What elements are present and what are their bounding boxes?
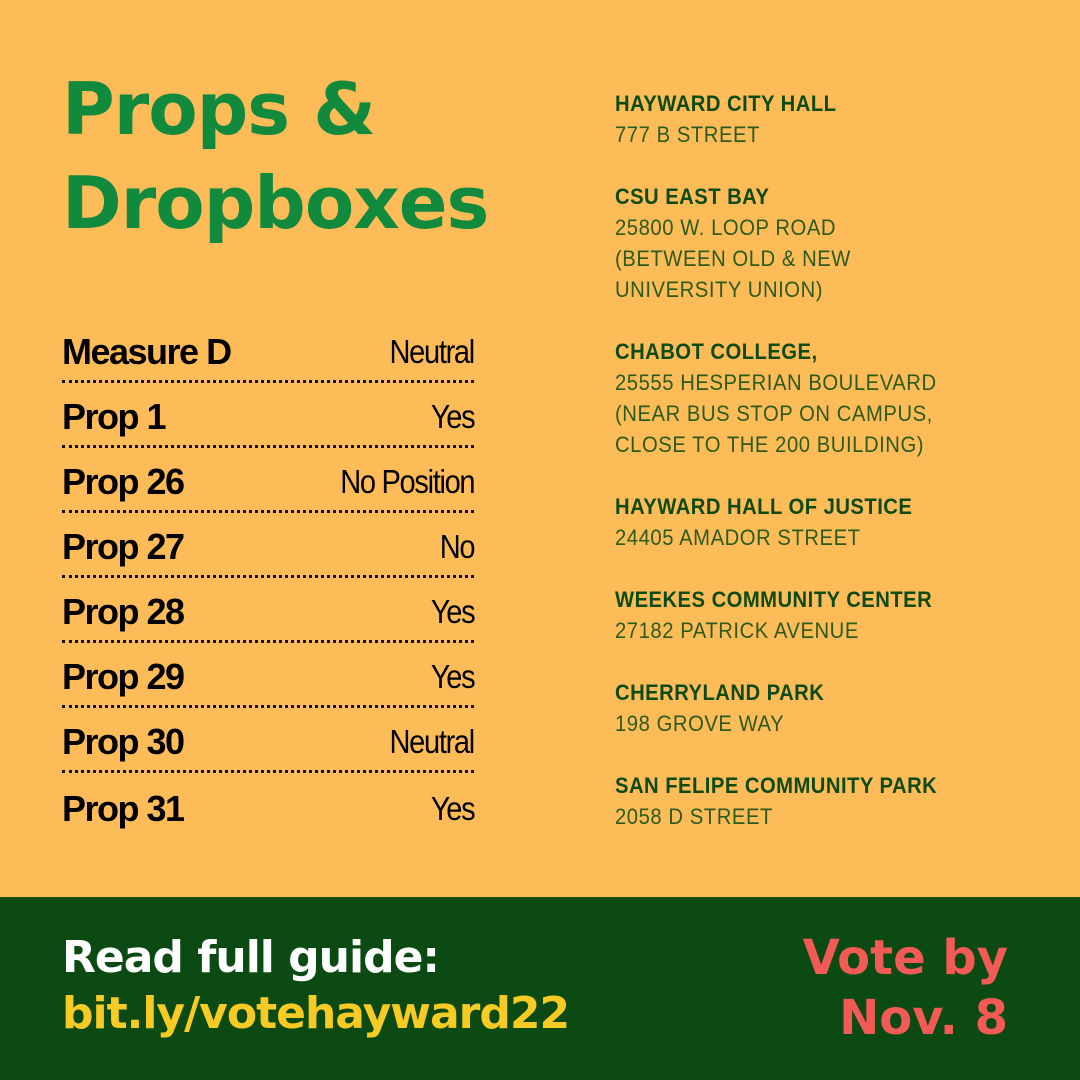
dropbox-name: SAN FELIPE COMMUNITY PARK [615, 773, 938, 798]
position-value: No Position [340, 463, 474, 500]
dropbox-item [615, 181, 1055, 305]
dropbox-name: CSU EAST BAY [615, 184, 770, 209]
position-label: Prop 26 [62, 461, 184, 502]
dropbox-item [615, 336, 1055, 460]
position-value: No [439, 528, 474, 565]
vote-line-2: Nov. 8 [839, 990, 1008, 1046]
dropbox-name: CHABOT COLLEGE, [615, 339, 818, 364]
position-value: Yes [430, 593, 474, 630]
position-row [62, 643, 474, 708]
dropbox-address: 25800 W. LOOP ROAD [615, 215, 837, 240]
position-label: Prop 1 [62, 396, 166, 437]
position-row [62, 383, 474, 448]
dropbox-item [615, 584, 1055, 646]
position-row [62, 773, 474, 838]
position-row [62, 708, 474, 773]
position-row [62, 318, 474, 383]
position-label: Prop 30 [62, 721, 184, 762]
dropbox-address: CLOSE TO THE 200 BUILDING) [615, 432, 925, 457]
dropbox-address: UNIVERSITY UNION) [615, 277, 824, 302]
position-label: Prop 31 [62, 787, 184, 829]
position-label: Prop 28 [62, 591, 184, 632]
dropbox-name: WEEKES COMMUNITY CENTER [615, 587, 933, 612]
vote-line-1: Vote by [802, 930, 1008, 986]
position-label: Measure D [62, 331, 231, 372]
read-guide-label: Read full guide: [62, 932, 440, 983]
page-title [62, 62, 488, 250]
position-row [62, 513, 474, 578]
position-value: Neutral [389, 333, 474, 370]
dropbox-address: 24405 AMADOR STREET [615, 525, 861, 550]
position-value: Yes [430, 658, 474, 695]
dropbox-address: (NEAR BUS STOP ON CAMPUS, [615, 401, 933, 426]
dropbox-item [615, 677, 1055, 739]
dropbox-name: CHERRYLAND PARK [615, 680, 825, 705]
title-line-2: Dropboxes [62, 161, 489, 245]
position-label: Prop 27 [62, 526, 184, 567]
dropbox-item [615, 770, 1055, 832]
position-value: Neutral [389, 723, 474, 760]
dropbox-address: 198 GROVE WAY [615, 711, 785, 736]
position-row [62, 448, 474, 513]
position-value: Yes [430, 398, 474, 435]
position-value: Yes [430, 789, 474, 827]
dropbox-address: (BETWEEN OLD & NEW [615, 246, 851, 271]
dropbox-name: HAYWARD CITY HALL [615, 91, 837, 116]
dropbox-list [615, 88, 1055, 863]
vote-deadline [803, 928, 1008, 1048]
dropbox-address: 2058 D STREET [615, 804, 773, 829]
dropbox-address: 777 B STREET [615, 122, 760, 147]
dropbox-address: 27182 PATRICK AVENUE [615, 618, 859, 643]
positions-table [62, 318, 474, 838]
position-label: Prop 29 [62, 656, 184, 697]
dropbox-address: 25555 HESPERIAN BOULEVARD [615, 370, 937, 395]
dropbox-item [615, 491, 1055, 553]
guide-link[interactable]: bit.ly/votehayward22 [62, 988, 570, 1039]
title-line-1: Props & [62, 67, 375, 151]
dropbox-name: HAYWARD HALL OF JUSTICE [615, 494, 913, 519]
position-row [62, 578, 474, 643]
dropbox-item [615, 88, 1055, 150]
